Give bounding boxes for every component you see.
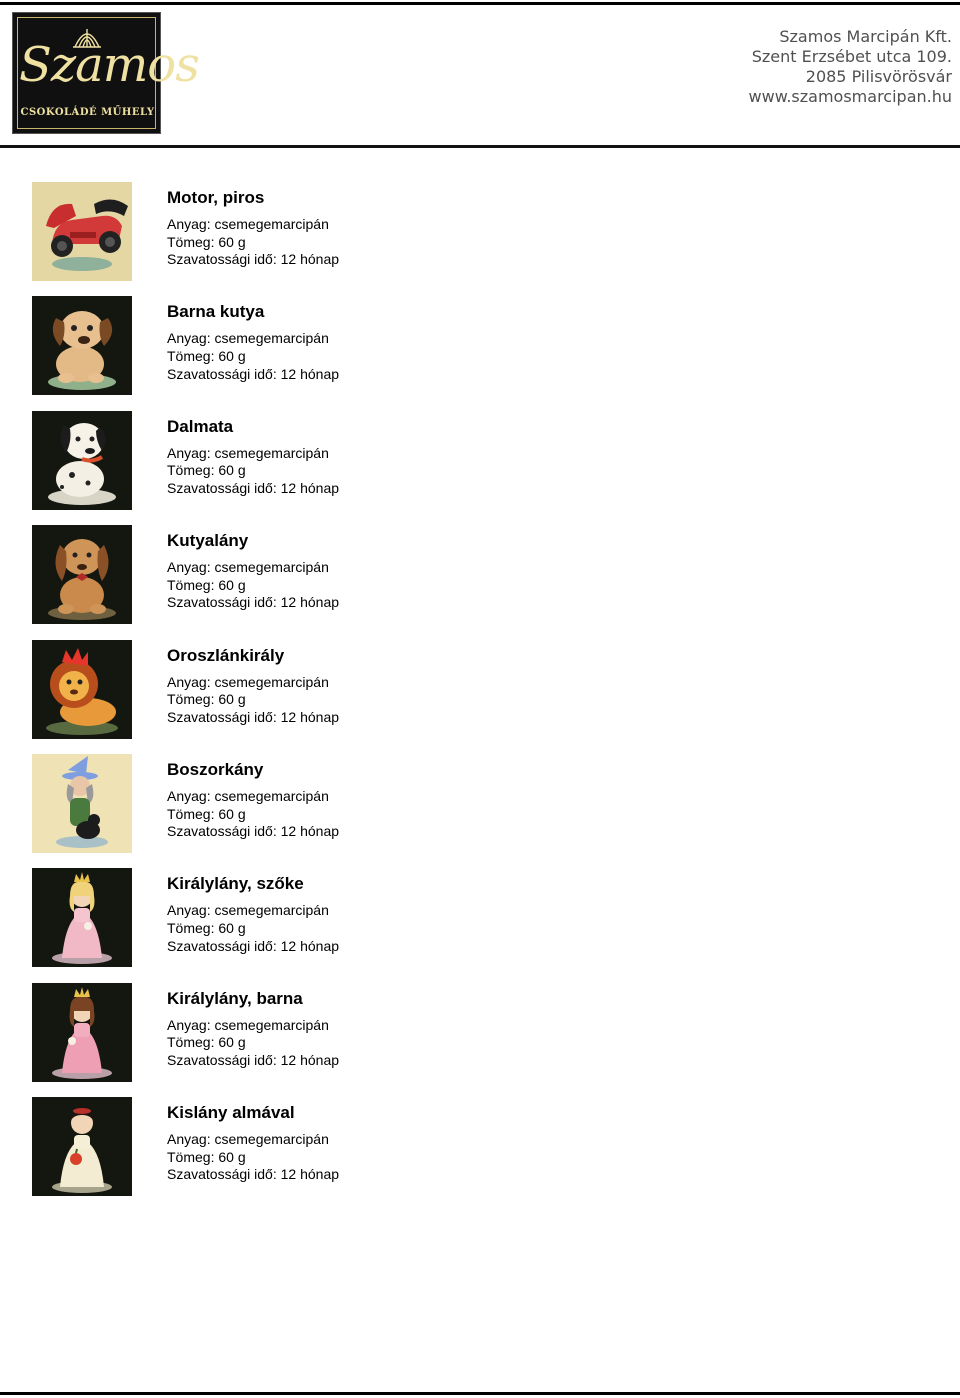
product-shelf-life: Szavatossági idő: 12 hónap — [167, 937, 340, 954]
product-info — [167, 417, 339, 498]
product-weight: Tömeg: 60 g — [167, 576, 246, 593]
product-image — [32, 525, 132, 624]
product-name: Királylány, barna — [167, 988, 303, 1008]
product-item — [0, 754, 960, 868]
product-name: Boszorkány — [167, 759, 264, 779]
company-website[interactable]: www.szamosmarcipan.hu — [748, 87, 952, 106]
product-shelf-life: Szavatossági idő: 12 hónap — [167, 1051, 340, 1068]
product-info — [167, 874, 339, 955]
product-item — [0, 983, 960, 1097]
product-weight: Tömeg: 60 g — [167, 691, 246, 708]
product-info — [167, 1103, 339, 1184]
product-material: Anyag: csemegemarcipán — [167, 787, 329, 804]
product-material: Anyag: csemegemarcipán — [167, 902, 329, 919]
product-item — [0, 182, 960, 296]
product-shelf-life: Szavatossági idő: 12 hónap — [167, 251, 340, 268]
company-city: 2085 Pilisvörösvár — [805, 67, 952, 86]
product-material: Anyag: csemegemarcipán — [167, 1016, 329, 1033]
red-motorbike-figure — [32, 182, 132, 281]
product-list — [0, 182, 960, 1212]
product-shelf-life: Szavatossági idő: 12 hónap — [167, 594, 340, 611]
header-rule — [0, 145, 960, 148]
product-material: Anyag: csemegemarcipán — [167, 673, 329, 690]
product-shelf-life: Szavatossági idő: 12 hónap — [167, 708, 340, 725]
product-weight: Tömeg: 60 g — [167, 1034, 246, 1051]
company-address — [749, 27, 952, 107]
product-image — [32, 182, 132, 281]
product-item — [0, 640, 960, 754]
product-name: Motor, piros — [167, 188, 265, 207]
product-weight: Tömeg: 60 g — [167, 1148, 246, 1165]
product-item — [0, 525, 960, 639]
brunette-princess-figure — [32, 983, 132, 1082]
product-image — [32, 868, 132, 967]
product-info — [167, 188, 339, 269]
product-image — [32, 296, 132, 395]
product-shelf-life: Szavatossági idő: 12 hónap — [167, 823, 340, 840]
dalmatian-figure — [32, 411, 132, 510]
product-material: Anyag: csemegemarcipán — [167, 559, 329, 576]
product-info — [167, 531, 339, 612]
product-name: Kislány almával — [167, 1103, 295, 1123]
product-image — [32, 754, 132, 853]
company-street: Szent Erzsébet utca 109. — [751, 47, 952, 66]
girl-dog-figure — [32, 525, 132, 624]
product-weight: Tömeg: 60 g — [167, 919, 246, 936]
product-material: Anyag: csemegemarcipán — [167, 330, 329, 347]
product-image — [32, 640, 132, 739]
witch-figure — [32, 754, 132, 853]
product-item — [0, 296, 960, 410]
product-image — [32, 983, 132, 1082]
logo-script: Szamos — [19, 37, 199, 93]
szamos-logo — [12, 12, 199, 134]
product-image — [32, 1097, 132, 1196]
company-name: Szamos Marcipán Kft. — [779, 27, 952, 46]
product-material: Anyag: csemegemarcipán — [167, 444, 329, 461]
product-info — [167, 760, 339, 841]
product-weight: Tömeg: 60 g — [167, 805, 246, 822]
product-image — [32, 411, 132, 510]
brown-dog-figure — [32, 296, 132, 395]
product-weight: Tömeg: 60 g — [167, 347, 246, 364]
product-shelf-life: Szavatossági idő: 12 hónap — [167, 479, 340, 496]
product-item — [0, 1097, 960, 1211]
product-name: Oroszlánkirály — [167, 645, 285, 665]
product-name: Barna kutya — [167, 302, 265, 322]
bottom-rule — [0, 1392, 960, 1395]
product-material: Anyag: csemegemarcipán — [167, 216, 329, 232]
product-shelf-life: Szavatossági idő: 12 hónap — [167, 365, 340, 382]
lion-king-figure — [32, 640, 132, 739]
product-material: Anyag: csemegemarcipán — [167, 1131, 329, 1148]
blonde-princess-figure — [32, 868, 132, 967]
product-shelf-life: Szavatossági idő: 12 hónap — [167, 1166, 340, 1183]
product-info — [167, 302, 339, 383]
top-rule — [0, 2, 960, 5]
product-name: Dalmata — [167, 416, 234, 436]
product-name: Királylány, szőke — [167, 874, 304, 894]
logo-subtitle: CSOKOLÁDÉ MŰHELY — [20, 107, 155, 118]
product-item — [0, 411, 960, 525]
product-weight: Tömeg: 60 g — [167, 233, 246, 250]
girl-with-apple-figure — [32, 1097, 132, 1196]
product-info — [167, 646, 339, 727]
product-info — [167, 989, 339, 1070]
product-name: Kutyalány — [167, 531, 249, 551]
product-item — [0, 868, 960, 982]
product-weight: Tömeg: 60 g — [167, 462, 246, 479]
